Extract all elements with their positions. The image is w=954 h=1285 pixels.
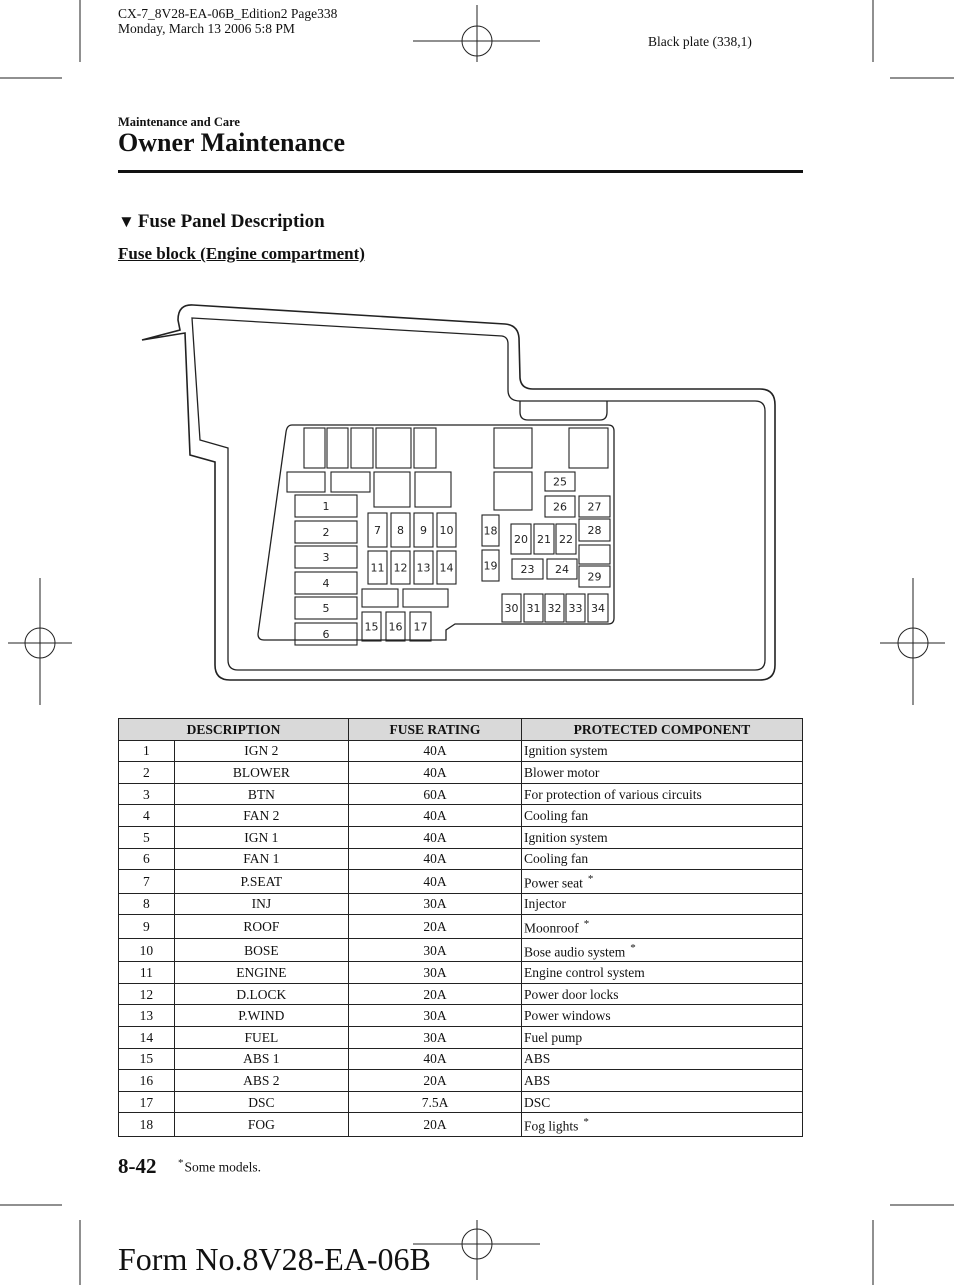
fuse-rating-cell-text: 40A xyxy=(423,743,447,759)
protected-component-cell-text: Cooling fan xyxy=(524,808,589,824)
fuse-rating-cell-text: 7.5A xyxy=(421,1094,449,1110)
fuse-label-33: 33 xyxy=(568,602,583,615)
protected-component-cell xyxy=(522,1048,803,1070)
section-label: Maintenance and Care xyxy=(118,115,240,129)
fuse-number-cell xyxy=(119,962,175,984)
block-heading: Fuse block (Engine compartment) xyxy=(118,244,365,263)
fuse-label-9: 9 xyxy=(420,524,427,537)
fuse-number-cell xyxy=(119,893,175,915)
fuse-number-cell-text: 1 xyxy=(142,743,150,759)
fuse-rating-cell xyxy=(349,762,522,784)
footnote xyxy=(178,1157,261,1176)
fuse-rating-cell-text: 40A xyxy=(423,808,447,824)
protected-component-cell xyxy=(522,983,803,1005)
protected-component-cell xyxy=(522,1070,803,1092)
fuse-rating-cell-text: 30A xyxy=(423,896,447,912)
protected-component-cell xyxy=(522,915,803,939)
description-cell xyxy=(174,1027,348,1049)
description-cell xyxy=(174,826,348,848)
fuse-number-cell xyxy=(119,870,175,894)
fuse-label-18: 18 xyxy=(483,524,498,538)
fuse-label-17: 17 xyxy=(413,620,428,634)
description-cell-text: BOSE xyxy=(244,942,279,958)
fuse-slot xyxy=(494,428,532,468)
protected-component-cell-text: Fog lights xyxy=(524,1118,579,1134)
protected-component-cell-text: Power windows xyxy=(524,1008,611,1024)
fuse-slot xyxy=(569,428,608,468)
description-cell-text: ABS 1 xyxy=(243,1051,280,1067)
description-cell-text: INJ xyxy=(251,896,272,912)
fuse-number-cell-text: 5 xyxy=(142,829,150,845)
fuse-number-cell xyxy=(119,1113,175,1137)
table-row xyxy=(119,1027,803,1049)
description-cell-text: FUEL xyxy=(244,1029,279,1045)
fuse-number-cell-text: 11 xyxy=(139,965,153,981)
fuse-number-cell xyxy=(119,1005,175,1027)
fuse-slot xyxy=(331,472,370,492)
fuse-rating-cell xyxy=(349,1070,522,1092)
fuse-rating-cell xyxy=(349,805,522,827)
fuse-rating-cell-text: 20A xyxy=(423,986,447,1002)
description-cell xyxy=(174,962,348,984)
fuse-label-24: 24 xyxy=(555,563,569,576)
description-cell xyxy=(174,870,348,894)
fuse-number-cell xyxy=(119,805,175,827)
description-cell-text: DSC xyxy=(248,1094,275,1110)
footnote-star: * xyxy=(178,1157,184,1169)
fuse-label-8: 8 xyxy=(397,524,404,537)
some-models-star: * xyxy=(630,941,636,954)
protected-component-cell xyxy=(522,1091,803,1113)
description-cell xyxy=(174,1048,348,1070)
fuse-label-1: 1 xyxy=(322,500,330,513)
table-row xyxy=(119,740,803,762)
protected-component-cell xyxy=(522,805,803,827)
fuse-label-2: 2 xyxy=(322,526,330,539)
fuse-box-outline xyxy=(142,305,775,680)
fuse-label-29: 29 xyxy=(587,570,602,584)
fuse-number-cell-text: 13 xyxy=(139,1008,154,1024)
description-cell xyxy=(174,805,348,827)
table-row xyxy=(119,1048,803,1070)
fuse-rating-cell-text: 40A xyxy=(423,851,447,867)
some-models-star: * xyxy=(587,873,594,886)
fuse-rating-cell xyxy=(349,962,522,984)
fuse-number-cell xyxy=(119,762,175,784)
fuse-slot xyxy=(415,472,451,507)
protected-component-cell-text: Engine control system xyxy=(524,965,645,981)
protected-component-cell xyxy=(522,783,803,805)
fuse-rating-cell-text: 30A xyxy=(423,965,447,981)
form-number: Form No.8V28-EA-06B xyxy=(118,1241,431,1277)
plate-label: Black plate (338,1) xyxy=(648,34,752,49)
fuse-rating-cell xyxy=(349,1048,522,1070)
description-cell xyxy=(174,762,348,784)
fuse-rating-cell xyxy=(349,783,522,805)
header-protected-component: PROTECTED COMPONENT xyxy=(522,719,803,741)
fuse-table xyxy=(118,718,803,1137)
description-cell xyxy=(174,893,348,915)
fuse-slot xyxy=(374,472,410,507)
fuse-number-cell-text: 16 xyxy=(139,1073,154,1089)
description-cell xyxy=(174,1005,348,1027)
table-row xyxy=(119,762,803,784)
footnote-text: Some models. xyxy=(184,1159,261,1175)
description-cell-text: ROOF xyxy=(243,919,280,934)
protected-component-cell xyxy=(522,962,803,984)
table-header-row xyxy=(119,719,803,741)
fuse-label-23: 23 xyxy=(520,563,535,576)
fuse-label-12: 12 xyxy=(393,561,408,575)
fuse-label-25: 25 xyxy=(553,475,567,489)
fuse-rating-cell-text: 20A xyxy=(423,1117,447,1133)
description-cell xyxy=(174,740,348,762)
header-description: DESCRIPTION xyxy=(119,719,349,741)
fuse-number-cell-text: 3 xyxy=(142,786,150,802)
fuse-slot xyxy=(287,472,325,492)
fuse-number-cell xyxy=(119,783,175,805)
fuse-rating-cell xyxy=(349,826,522,848)
description-cell xyxy=(174,1070,348,1092)
protected-component-cell-text: ABS xyxy=(524,1051,551,1067)
protected-component-cell-text: Ignition system xyxy=(524,743,608,759)
table-row xyxy=(119,1091,803,1113)
print-file-line: CX-7_8V28-EA-06B_Edition2 Page338 xyxy=(118,6,338,21)
fuse-number-cell xyxy=(119,848,175,870)
description-cell-text: ENGINE xyxy=(236,965,287,981)
description-cell xyxy=(174,915,348,939)
fuse-slot xyxy=(494,472,532,510)
description-cell-text: ABS 2 xyxy=(243,1073,280,1089)
fuse-label-15: 15 xyxy=(364,620,379,634)
protected-component-cell-text: Power door locks xyxy=(524,986,619,1002)
fuse-rating-cell-text: 40A xyxy=(423,873,447,889)
table-row xyxy=(119,826,803,848)
protected-component-cell-text: For protection of various circuits xyxy=(524,786,702,802)
protected-component-cell-text: Fuel pump xyxy=(524,1029,583,1045)
fuse-rating-cell xyxy=(349,740,522,762)
description-cell-text: IGN 2 xyxy=(244,743,279,759)
description-cell-text: P.SEAT xyxy=(240,873,283,889)
sub-heading-text: Fuse Panel Description xyxy=(137,211,325,232)
fuse-rating-cell-text: 30A xyxy=(423,1008,447,1024)
fuse-rating-cell-text: 40A xyxy=(423,829,447,845)
fuse-number-cell-text: 7 xyxy=(142,873,150,889)
fuse-number-cell xyxy=(119,826,175,848)
fuse-label-10: 10 xyxy=(439,524,454,537)
fuse-number-cell-text: 4 xyxy=(142,808,150,824)
print-date-line: Monday, March 13 2006 5:8 PM xyxy=(118,21,295,36)
triangle-marker-icon: ▼ xyxy=(118,212,135,231)
fuse-label-3: 3 xyxy=(322,551,330,564)
fuse-rating-cell xyxy=(349,983,522,1005)
fuse-rating-cell xyxy=(349,848,522,870)
table-row xyxy=(119,915,803,939)
table-row xyxy=(119,848,803,870)
fuse-rating-cell-text: 60A xyxy=(423,786,447,802)
fuse-label-26: 26 xyxy=(553,500,567,514)
fuse-label-7: 7 xyxy=(374,524,381,537)
fuse-number-cell-text: 2 xyxy=(142,764,150,780)
fuse-rating-cell xyxy=(349,915,522,939)
fuse-slots xyxy=(287,428,610,645)
fuse-slot xyxy=(414,428,436,468)
fuse-label-21: 21 xyxy=(537,533,551,546)
fuse-rating-cell-text: 30A xyxy=(423,942,447,958)
fuse-number-cell-text: 17 xyxy=(139,1094,154,1110)
fuse-number-cell xyxy=(119,1027,175,1049)
fuse-number-cell-text: 15 xyxy=(139,1051,154,1067)
fuse-slot xyxy=(304,428,325,468)
fuse-label-30: 30 xyxy=(504,602,519,615)
table-row xyxy=(119,870,803,894)
protected-component-cell xyxy=(522,1005,803,1027)
protected-component-cell xyxy=(522,762,803,784)
fuse-slot xyxy=(362,589,398,607)
description-cell-text: FAN 1 xyxy=(243,851,280,867)
fuse-label-31: 31 xyxy=(526,602,541,615)
fuse-rating-cell-text: 40A xyxy=(423,1051,447,1067)
table-row xyxy=(119,783,803,805)
some-models-star: * xyxy=(583,1116,589,1129)
fuse-rating-cell xyxy=(349,1091,522,1113)
description-cell xyxy=(174,938,348,962)
fuse-slot xyxy=(376,428,411,468)
fuse-rating-cell xyxy=(349,893,522,915)
table-row xyxy=(119,805,803,827)
protected-component-cell xyxy=(522,870,803,894)
fuse-number-cell-text: 18 xyxy=(139,1117,154,1133)
fuse-rating-cell-text: 40A xyxy=(423,764,447,780)
protected-component-cell-text: DSC xyxy=(524,1094,551,1110)
page-title: Owner Maintenance xyxy=(118,128,345,157)
protected-component-cell xyxy=(522,740,803,762)
fuse-table-body xyxy=(119,740,803,1136)
description-cell-text: BLOWER xyxy=(232,764,290,780)
fuse-label-32: 32 xyxy=(547,602,562,615)
fuse-number-cell xyxy=(119,1048,175,1070)
table-row xyxy=(119,1070,803,1092)
fuse-label-22: 22 xyxy=(559,533,573,546)
description-cell xyxy=(174,783,348,805)
description-cell xyxy=(174,848,348,870)
fuse-label-28: 28 xyxy=(587,524,602,537)
fuse-label-27: 27 xyxy=(587,500,602,514)
fuse-number-cell xyxy=(119,740,175,762)
some-models-star: * xyxy=(583,918,590,931)
fuse-number-cell xyxy=(119,1091,175,1113)
fuse-rating-cell-text: 20A xyxy=(423,1073,447,1089)
protected-component-cell xyxy=(522,826,803,848)
protected-component-cell xyxy=(522,1027,803,1049)
fuse-rating-cell xyxy=(349,1027,522,1049)
description-cell-text: D.LOCK xyxy=(236,986,287,1002)
page-number: 8-42 xyxy=(118,1154,157,1178)
fuse-number-cell-text: 6 xyxy=(142,851,150,867)
table-row xyxy=(119,893,803,915)
description-cell xyxy=(174,1091,348,1113)
fuse-slot xyxy=(327,428,348,468)
fuse-number-cell xyxy=(119,983,175,1005)
fuse-rating-cell-text: 30A xyxy=(423,1029,447,1045)
fuse-slot xyxy=(403,589,448,607)
fuse-number-cell-text: 9 xyxy=(142,919,150,934)
fuse-number-cell-text: 12 xyxy=(139,986,154,1002)
protected-component-cell xyxy=(522,1113,803,1137)
table-row xyxy=(119,938,803,962)
description-cell xyxy=(174,1113,348,1137)
fuse-label-5: 5 xyxy=(322,602,330,615)
fuse-label-16: 16 xyxy=(388,620,403,634)
protected-component-cell-text: Cooling fan xyxy=(524,851,589,867)
fuse-number-cell-text: 8 xyxy=(142,896,150,912)
description-cell-text: FAN 2 xyxy=(243,808,280,824)
protected-component-cell-text: Injector xyxy=(524,896,566,912)
table-row xyxy=(119,1005,803,1027)
fuse-slot xyxy=(579,545,610,564)
table-row xyxy=(119,1113,803,1137)
fuse-slot xyxy=(351,428,373,468)
fuse-label-20: 20 xyxy=(514,533,528,546)
protected-component-cell-text: Bose audio system xyxy=(524,944,626,960)
description-cell-text: P.WIND xyxy=(238,1008,285,1024)
protected-component-cell-text: Moonroof xyxy=(524,920,579,936)
fuse-label-11: 11 xyxy=(370,561,385,575)
fuse-label-34: 34 xyxy=(591,602,605,615)
fuse-label-4: 4 xyxy=(322,577,330,590)
fuse-rating-cell xyxy=(349,938,522,962)
protected-component-cell xyxy=(522,938,803,962)
fuse-label-19: 19 xyxy=(483,559,498,573)
fuse-label-13: 13 xyxy=(416,561,431,575)
fuse-number-cell xyxy=(119,915,175,939)
table-row xyxy=(119,962,803,984)
description-cell-text: BTN xyxy=(247,786,275,802)
description-cell-text: FOG xyxy=(247,1117,275,1133)
protected-component-cell-text: Power seat xyxy=(524,875,583,891)
fuse-rating-cell xyxy=(349,870,522,894)
description-cell-text: IGN 1 xyxy=(244,829,279,845)
fuse-label-14: 14 xyxy=(439,561,454,575)
protected-component-cell xyxy=(522,893,803,915)
description-cell xyxy=(174,983,348,1005)
protected-component-cell-text: ABS xyxy=(524,1073,551,1089)
fuse-number-cell-text: 14 xyxy=(139,1029,154,1045)
fuse-rating-cell-text: 20A xyxy=(423,919,447,934)
fuse-rating-cell xyxy=(349,1113,522,1137)
protected-component-cell xyxy=(522,848,803,870)
table-row xyxy=(119,983,803,1005)
fuse-number-cell xyxy=(119,1070,175,1092)
fuse-number-cell-text: 10 xyxy=(139,942,154,958)
protected-component-cell-text: Blower motor xyxy=(524,764,600,780)
fuse-rating-cell xyxy=(349,1005,522,1027)
fuse-label-6: 6 xyxy=(322,628,330,641)
header-fuse-rating: FUSE RATING xyxy=(349,719,522,741)
protected-component-cell-text: Ignition system xyxy=(524,829,608,845)
fuse-number-cell xyxy=(119,938,175,962)
